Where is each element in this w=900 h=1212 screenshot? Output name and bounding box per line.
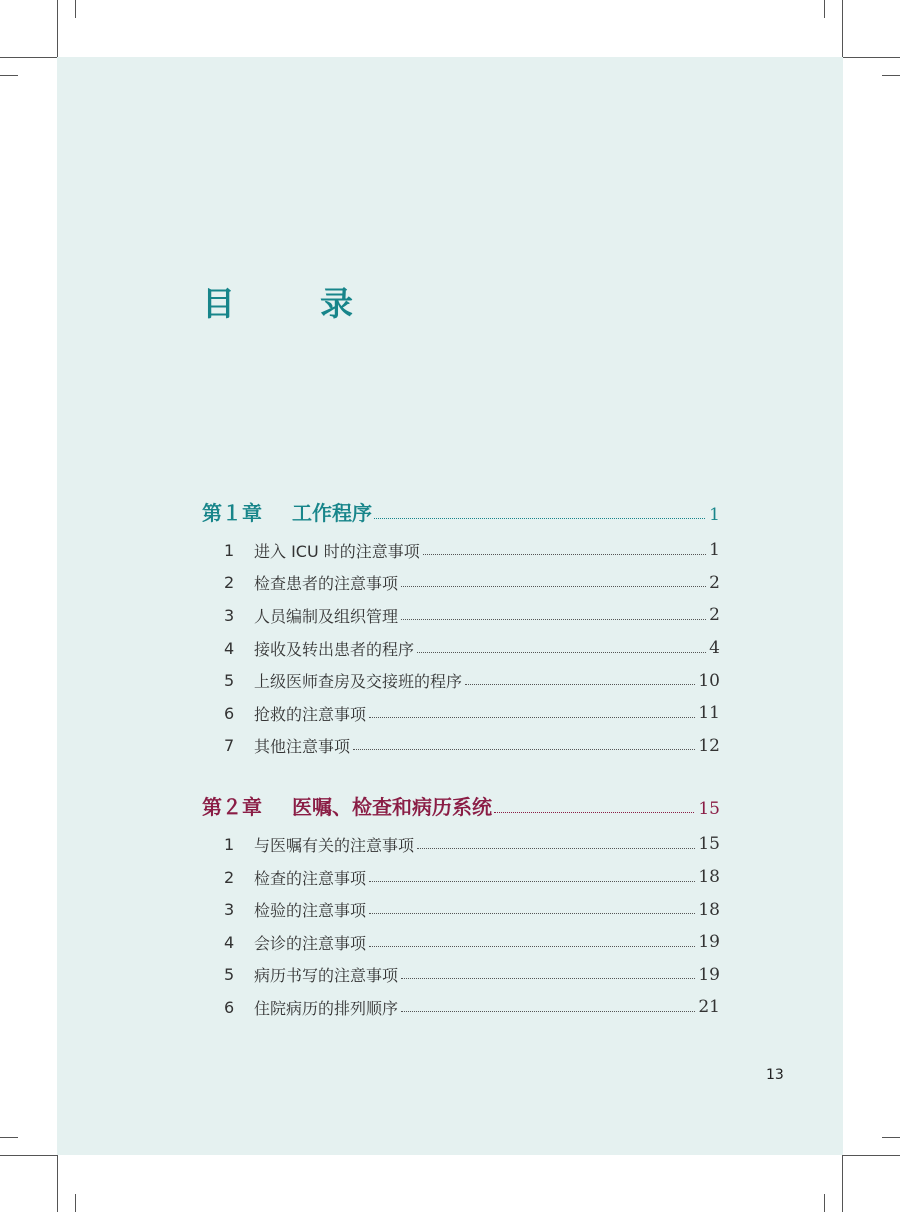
entry-title: 住院病历的排列顺序 — [254, 998, 399, 1018]
toc-entry[interactable] — [224, 664, 720, 697]
dot-leader — [374, 518, 705, 519]
entry-page: 21 — [698, 997, 720, 1018]
entry-title: 接收及转出患者的程序 — [254, 639, 415, 659]
entry-page: 18 — [698, 899, 720, 920]
dot-leader — [465, 684, 695, 685]
entry-page: 10 — [698, 670, 720, 691]
dot-leader — [401, 586, 706, 587]
crop-mark-bottom-right-h — [843, 1155, 900, 1156]
chapter-page: 1 — [709, 505, 720, 525]
entry-number: 4 — [224, 932, 235, 952]
entry-page: 19 — [698, 964, 720, 985]
dot-leader — [417, 848, 695, 849]
entry-title: 检查患者的注意事项 — [254, 574, 399, 594]
chapter-page: 15 — [698, 799, 720, 820]
crop-mark-top-left-v — [57, 0, 58, 57]
chapter-number: 第１章 — [202, 501, 262, 525]
entry-page: 18 — [698, 867, 720, 888]
entry-number: 2 — [224, 573, 235, 593]
dot-leader — [369, 881, 695, 882]
entry-number: 2 — [224, 867, 235, 887]
entry-number: 3 — [224, 900, 235, 920]
entry-number: 1 — [224, 540, 235, 560]
page-number: 13 — [766, 1067, 784, 1083]
entry-page: 4 — [709, 638, 720, 659]
toc-entry[interactable] — [224, 599, 720, 632]
chapter-number: 第２章 — [202, 795, 262, 820]
dot-leader — [353, 749, 695, 750]
toc-entry[interactable] — [224, 991, 720, 1024]
crop-mark-top-left-h2 — [0, 75, 18, 76]
entry-number: 1 — [224, 834, 235, 854]
crop-mark-top-right-h — [843, 57, 900, 58]
crop-mark-bottom-right-h2 — [882, 1137, 900, 1138]
dot-leader — [494, 812, 694, 813]
entry-title: 上级医师查房及交接班的程序 — [254, 672, 463, 692]
chapter-2-entries — [202, 828, 720, 1024]
chapter-1-heading[interactable] — [202, 486, 720, 526]
dot-leader — [401, 619, 706, 620]
toc-entry[interactable] — [224, 959, 720, 992]
toc-entry[interactable] — [224, 893, 720, 926]
toc-entry[interactable] — [224, 730, 720, 763]
entry-number: 3 — [224, 605, 235, 625]
crop-mark-bottom-right-v2 — [824, 1194, 825, 1212]
entry-number: 4 — [224, 638, 235, 658]
entry-title: 会诊的注意事项 — [254, 933, 367, 953]
chapter-title: 医嘱、检查和病历系统 — [292, 795, 492, 820]
entry-page: 1 — [709, 540, 720, 561]
crop-mark-bottom-left-v — [57, 1155, 58, 1212]
entry-page: 19 — [698, 932, 720, 953]
dot-leader — [369, 913, 695, 914]
toc-entry[interactable] — [224, 926, 720, 959]
entry-page: 2 — [709, 605, 720, 626]
crop-mark-bottom-left-v2 — [75, 1194, 76, 1212]
entry-page: 2 — [709, 572, 720, 593]
entry-page: 12 — [698, 735, 720, 756]
entry-number: 6 — [224, 703, 235, 723]
toc-title: 目 录 — [202, 284, 379, 323]
entry-title: 病历书写的注意事项 — [254, 966, 399, 986]
dot-leader — [417, 652, 706, 653]
entry-number: 6 — [224, 997, 235, 1017]
crop-mark-top-right-v2 — [824, 0, 825, 18]
entry-title: 检查的注意事项 — [254, 868, 367, 888]
entry-number: 7 — [224, 736, 235, 756]
crop-mark-top-left-h — [0, 57, 57, 58]
entry-title: 人员编制及组织管理 — [254, 606, 399, 626]
entry-title: 进入 ICU 时的注意事项 — [254, 541, 420, 561]
dot-leader — [369, 946, 695, 947]
dot-leader — [369, 717, 695, 718]
toc-entry[interactable] — [224, 534, 720, 567]
dot-leader — [401, 978, 695, 979]
crop-mark-top-left-v2 — [75, 0, 76, 18]
toc-entry[interactable] — [224, 861, 720, 894]
crop-mark-bottom-left-h — [0, 1155, 57, 1156]
entry-number: 5 — [224, 671, 235, 691]
crop-mark-bottom-right-v — [842, 1155, 843, 1212]
dot-leader — [401, 1011, 695, 1012]
entry-title: 与医嘱有关的注意事项 — [254, 835, 415, 855]
entry-page: 15 — [698, 834, 720, 855]
entry-title: 检验的注意事项 — [254, 901, 367, 921]
entry-page: 11 — [698, 703, 720, 724]
dot-leader — [423, 554, 706, 555]
toc-entry[interactable] — [224, 567, 720, 600]
toc-entry[interactable] — [224, 828, 720, 861]
crop-mark-top-right-v — [842, 0, 843, 57]
toc-entry[interactable] — [224, 632, 720, 665]
chapter-1-entries — [202, 534, 720, 762]
entry-title: 抢救的注意事项 — [254, 704, 367, 724]
entry-title: 其他注意事项 — [254, 737, 351, 757]
table-of-contents — [202, 486, 720, 1042]
chapter-title: 工作程序 — [292, 501, 372, 525]
crop-mark-top-right-h2 — [882, 75, 900, 76]
chapter-2-heading[interactable] — [202, 780, 720, 820]
toc-entry[interactable] — [224, 697, 720, 730]
crop-mark-bottom-left-h2 — [0, 1137, 18, 1138]
entry-number: 5 — [224, 965, 235, 985]
